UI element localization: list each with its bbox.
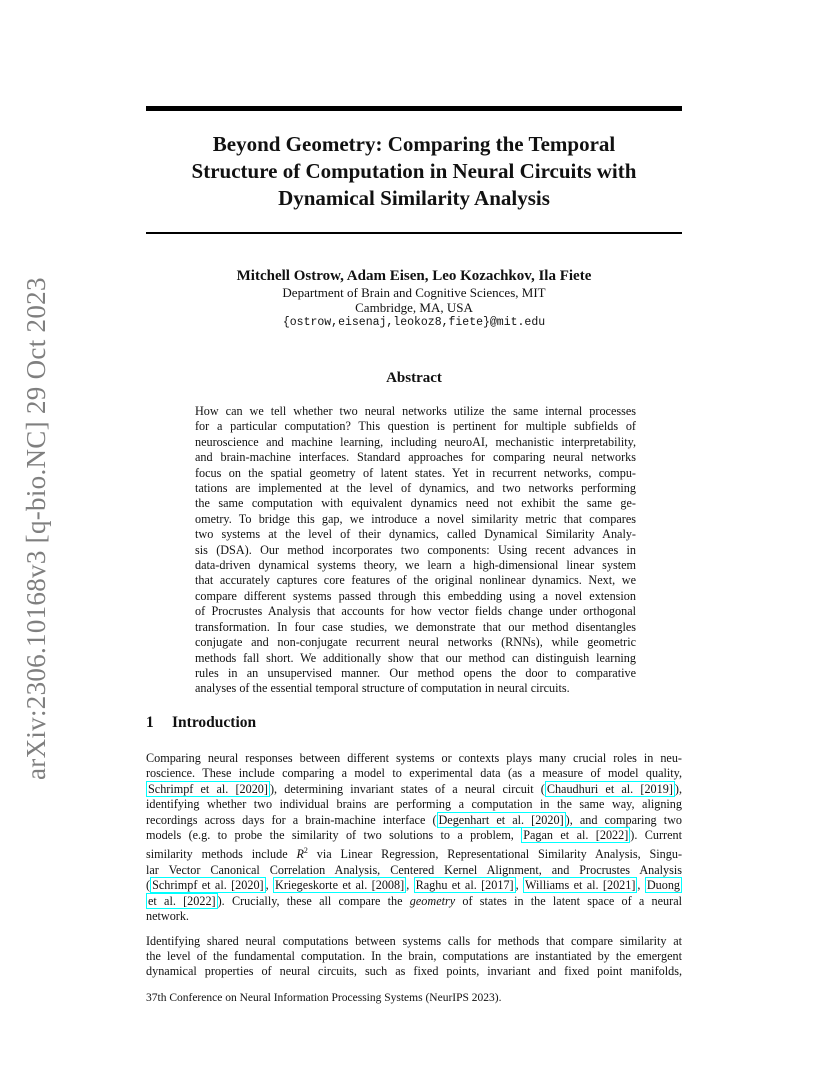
abstract-line: two systems at the level of their dynamics, called Dynamical Similarity Analy- (195, 527, 636, 542)
title-rule-top (146, 106, 682, 111)
abstract-body (195, 404, 636, 697)
text-span: recordings across days for a brain-machine interface ( (146, 812, 437, 827)
section-title: Introduction (172, 714, 257, 731)
author-list: Mitchell Ostrow, Adam Eisen, Leo Kozachkov, Ila Fiete (236, 268, 592, 284)
text-line: lar Vector Canonical Correlation Analysis, Centered Kernel Alignment, and Procrustes Analysis (146, 862, 682, 877)
text-span: ), (674, 781, 682, 796)
department: Department of Brain and Cognitive Sciences, MIT (282, 285, 546, 300)
title-line: Beyond Geometry: Comparing the Temporal (212, 132, 616, 156)
citation-link[interactable]: Kriegeskorte et al. [2008] (275, 878, 405, 893)
citation-link[interactable]: Williams et al. [2021] (525, 878, 636, 893)
citation-link[interactable]: et al. [2022] (148, 893, 216, 908)
abstract-line: rules in an unsupervised manner. Our method opens the door to comparative (195, 665, 636, 680)
section-heading (146, 713, 256, 733)
text-line (146, 782, 682, 797)
intro-paragraph-2 (146, 934, 682, 980)
text-span: of states in the latent space of a neural (455, 893, 683, 908)
citation-link[interactable]: Schrimpf et al. [2020] (148, 781, 268, 796)
text-line: Comparing neural responses between different systems or contexts plays many crucial roles in neu- (146, 751, 682, 765)
section-number: 1 (146, 714, 154, 731)
abstract-line: analyses of the essential temporal structure of computation in neural circuits. (195, 681, 570, 696)
abstract-line: ometry. To bridge this gap, we introduce a novel similarity metric that compares (195, 511, 636, 526)
intro-body (146, 751, 682, 980)
text-span: via Linear Regression, Representational Similarity Analysis, Singu- (307, 847, 683, 862)
text-line: dynamical properties of neural circuits, such as fixed points, invariant and fixed point manifolds, (146, 964, 682, 979)
math-symbol: R (296, 847, 304, 862)
abstract-line: that accurately captures core features of the original nonlinear dynamics. Next, we (195, 573, 636, 588)
abstract-line: tations are implemented at the level of dynamics, and two networks performing (195, 481, 636, 496)
abstract-line: data-driven dynamical systems theory, we learn a high-dimensional linear system (195, 558, 636, 573)
text-line: Identifying shared neural computations between systems calls for methods that compare similarity at (146, 933, 682, 948)
title-line: Structure of Computation in Neural Circuits with (191, 159, 637, 183)
text-line (146, 828, 682, 843)
text-span: ). Current (630, 828, 682, 843)
citation-link[interactable]: Raghu et al. [2017] (415, 878, 514, 893)
text-line (146, 894, 682, 909)
abstract-line: How can we tell whether two neural networks utilize the same internal processes (195, 404, 636, 418)
abstract-line: for a particular computation? This question is pertinent for multiple subfields of (195, 419, 636, 434)
text-span: ). Crucially, these all compare the (217, 893, 410, 908)
text-line (146, 878, 682, 893)
text-span: models (e.g. to probe the similarity of two solutions to a problem, (146, 828, 522, 843)
abstract-line: focus on the spatial geometry of latent states. Yet in recurrent networks, compu- (195, 465, 636, 480)
text-line (146, 843, 682, 862)
separator: , (515, 878, 524, 893)
separator: , (406, 878, 414, 893)
separator: , (265, 878, 274, 893)
text-line: identifying whether two individual brains are performing a computation in the same way, aligning (146, 797, 682, 812)
abstract-line: transformation. In four case studies, we demonstrate that our method disentangles (195, 619, 636, 634)
arxiv-stamp[interactable]: arXiv:2306.10168v3 [q-bio.NC] 29 Oct 2023 (21, 277, 51, 780)
location: Cambridge, MA, USA (355, 300, 473, 315)
abstract-line: sis (DSA). Our method incorporates two components: Using recent advances in (195, 542, 636, 557)
abstract-line: conjugate and non-conjugate recurrent neural networks (RNNs), while geometric (195, 635, 636, 650)
abstract-line: methods fall short. We additionally show that our method can distinguish learning (195, 650, 636, 665)
citation-link[interactable]: Duong (646, 878, 681, 893)
conference-footer: 37th Conference on Neural Information Processing Systems (NeurIPS 2023). (146, 992, 502, 1004)
citation-link[interactable]: Schrimpf et al. [2020] (152, 878, 264, 893)
abstract-line: compare different systems passed through this embedding using a novel extension (195, 588, 636, 603)
text-line (146, 813, 682, 828)
text-span: ( (146, 878, 151, 893)
abstract-line: neuroscience and machine learning, including neuroAI, mechanistic interpretability, (195, 434, 636, 449)
abstract-line: and brain-machine interfaces. Standard approaches for comparing neural networks (195, 450, 636, 465)
text-span: ), determining invariant states of a neural circuit ( (269, 781, 545, 796)
title-rule-bottom (146, 232, 682, 234)
paper-title (146, 131, 682, 212)
text-span: similarity methods include (146, 847, 297, 862)
title-line: Dynamical Similarity Analysis (278, 186, 550, 210)
citation-link[interactable]: Pagan et al. [2022] (523, 828, 629, 843)
abstract-heading: Abstract (386, 370, 442, 386)
separator: , (637, 878, 645, 893)
citation-link[interactable]: Degenhart et al. [2020] (438, 812, 564, 827)
emphasis: geometry (409, 893, 456, 908)
citation-link[interactable]: Chaudhuri et al. [2019] (546, 781, 673, 796)
text-span: ), and comparing two (565, 812, 682, 827)
intro-paragraph-1 (146, 751, 682, 925)
math-superscript: 2 (303, 846, 308, 856)
text-line: network. (146, 909, 189, 924)
abstract-line: the same computation with equivalent dynamics need not exhibit the same ge- (195, 496, 636, 511)
abstract-line: of Procrustes Analysis that accounts for how vector fields change under orthogonal (195, 604, 636, 619)
text-line: the level of the fundamental computation. In the brain, computations are instantiated by the emergent (146, 948, 682, 963)
author-emails: {ostrow,eisenaj,leokoz8,fiete}@mit.edu (282, 316, 546, 329)
affiliation-block (146, 285, 682, 330)
text-line: roscience. These include comparing a model to experimental data (as a measure of model quality, (146, 766, 682, 781)
